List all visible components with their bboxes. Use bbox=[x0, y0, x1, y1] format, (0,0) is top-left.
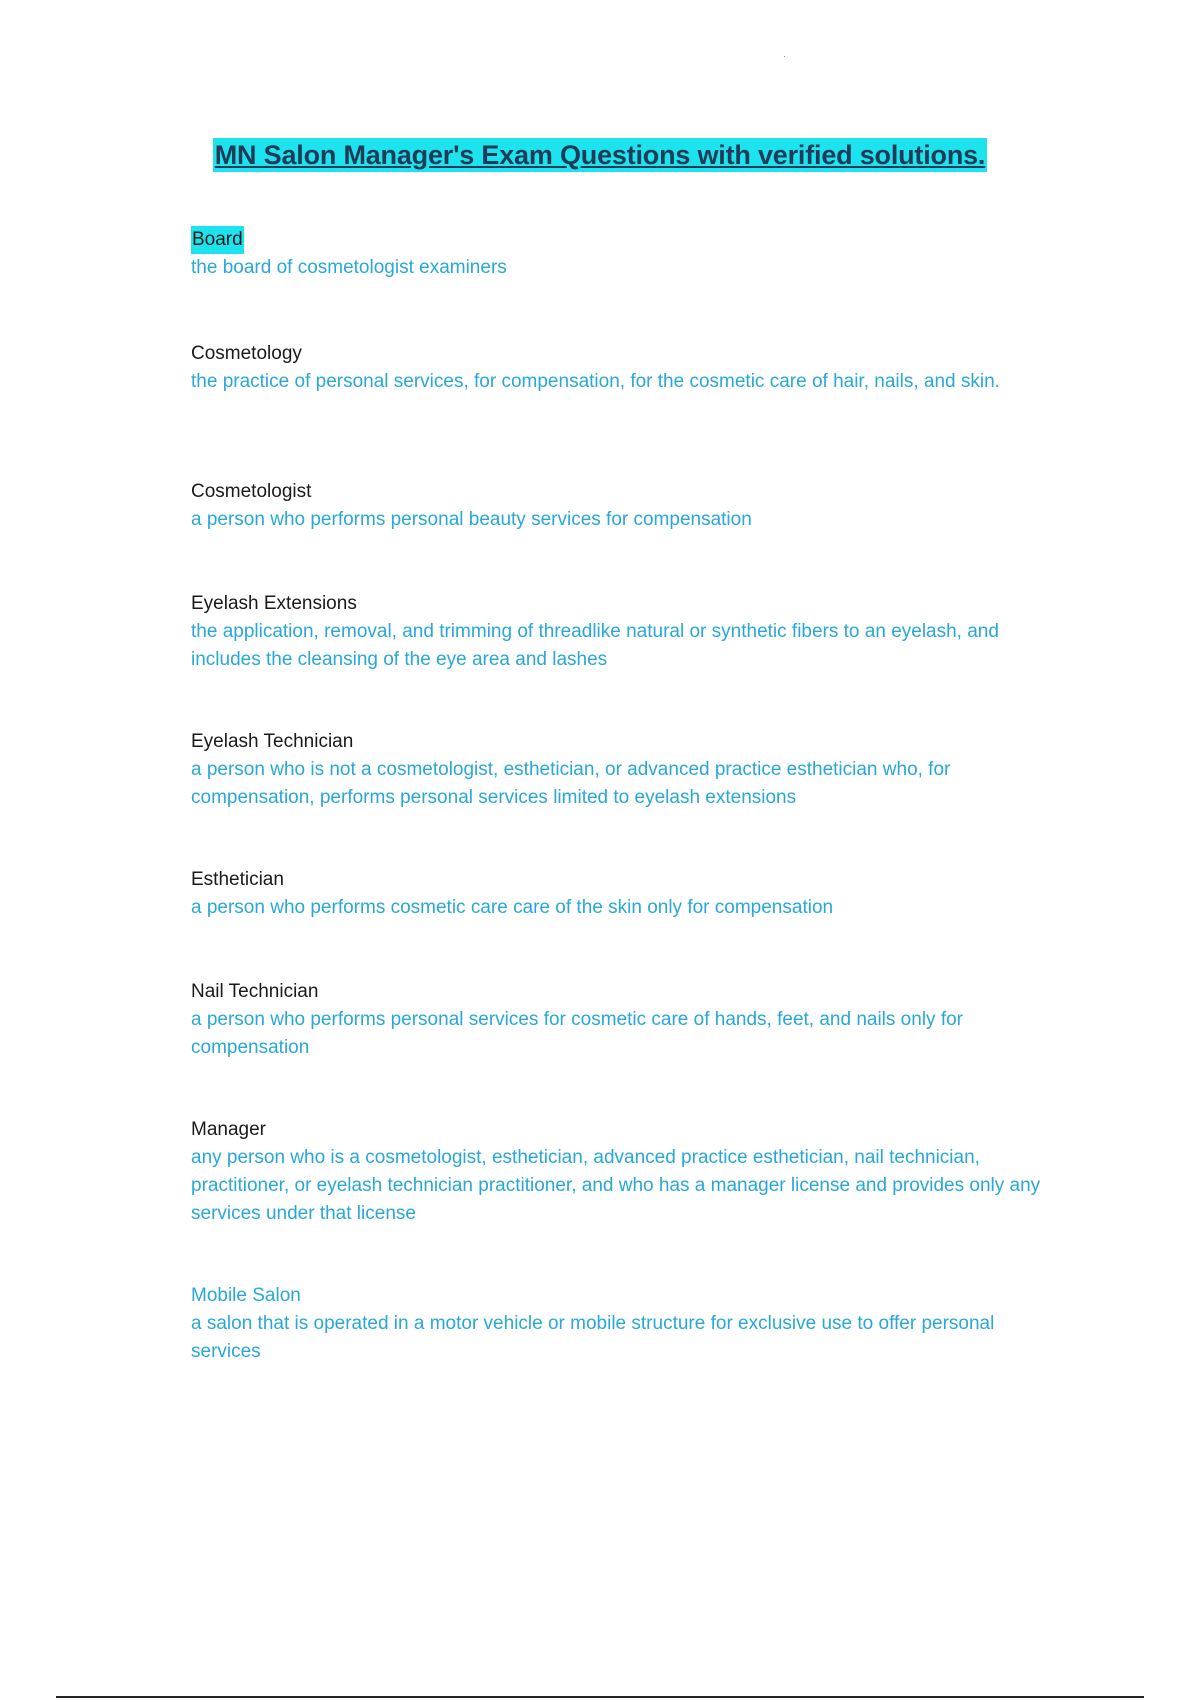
term-manager: Manager bbox=[191, 1119, 266, 1140]
term-mobile-salon: Mobile Salon bbox=[191, 1285, 301, 1306]
entry-nail-technician bbox=[191, 978, 1051, 1062]
definition-eyelash-extensions: the application, removal, and trimming of threadlike natural or synthetic fibers to an eyelash, and includes the cleansing of the eye area and lashes bbox=[191, 621, 999, 670]
entry-esthetician bbox=[191, 866, 1051, 922]
definition-nail-technician: a person who performs personal services for cosmetic care of hands, feet, and nails only for compensation bbox=[191, 1009, 963, 1058]
definition-eyelash-technician: a person who is not a cosmetologist, esthetician, or advanced practice esthetician who, for compensation, performs personal services limited to eyelash extensions bbox=[191, 759, 951, 808]
term-nail-technician: Nail Technician bbox=[191, 981, 319, 1002]
definition-cosmetologist: a person who performs personal beauty services for compensation bbox=[191, 509, 752, 530]
definition-board: the board of cosmetologist examiners bbox=[191, 257, 507, 278]
term-cosmetologist: Cosmetologist bbox=[191, 481, 312, 502]
term-eyelash-extensions: Eyelash Extensions bbox=[191, 593, 357, 614]
bottom-divider bbox=[56, 1696, 1144, 1698]
definition-manager: any person who is a cosmetologist, esthetician, advanced practice esthetician, nail technician, practitioner, or eyelash technician practitioner, and who has a manager license and provides only any services under that license bbox=[191, 1147, 1041, 1224]
definition-mobile-salon: a salon that is operated in a motor vehicle or mobile structure for exclusive use to offer personal services bbox=[191, 1313, 995, 1362]
entry-manager bbox=[191, 1116, 1051, 1228]
page-title: MN Salon Manager's Exam Questions with verified solutions. bbox=[214, 140, 986, 170]
entry-cosmetology bbox=[191, 340, 1051, 396]
term-board: Board bbox=[191, 226, 244, 254]
term-cosmetology: Cosmetology bbox=[191, 343, 302, 364]
entry-eyelash-technician bbox=[191, 728, 1051, 812]
definition-esthetician: a person who performs cosmetic care care of the skin only for compensation bbox=[191, 897, 834, 918]
entry-eyelash-extensions bbox=[191, 590, 1051, 674]
term-eyelash-technician: Eyelash Technician bbox=[191, 731, 354, 752]
term-esthetician: Esthetician bbox=[191, 869, 284, 890]
entry-cosmetologist bbox=[191, 478, 1051, 534]
entry-board bbox=[191, 226, 1051, 282]
scan-speck bbox=[784, 56, 785, 57]
title-container bbox=[0, 138, 1200, 172]
definition-cosmetology: the practice of personal services, for compensation, for the cosmetic care of hair, nails, and skin. bbox=[191, 371, 1000, 392]
entry-mobile-salon bbox=[191, 1282, 1051, 1366]
